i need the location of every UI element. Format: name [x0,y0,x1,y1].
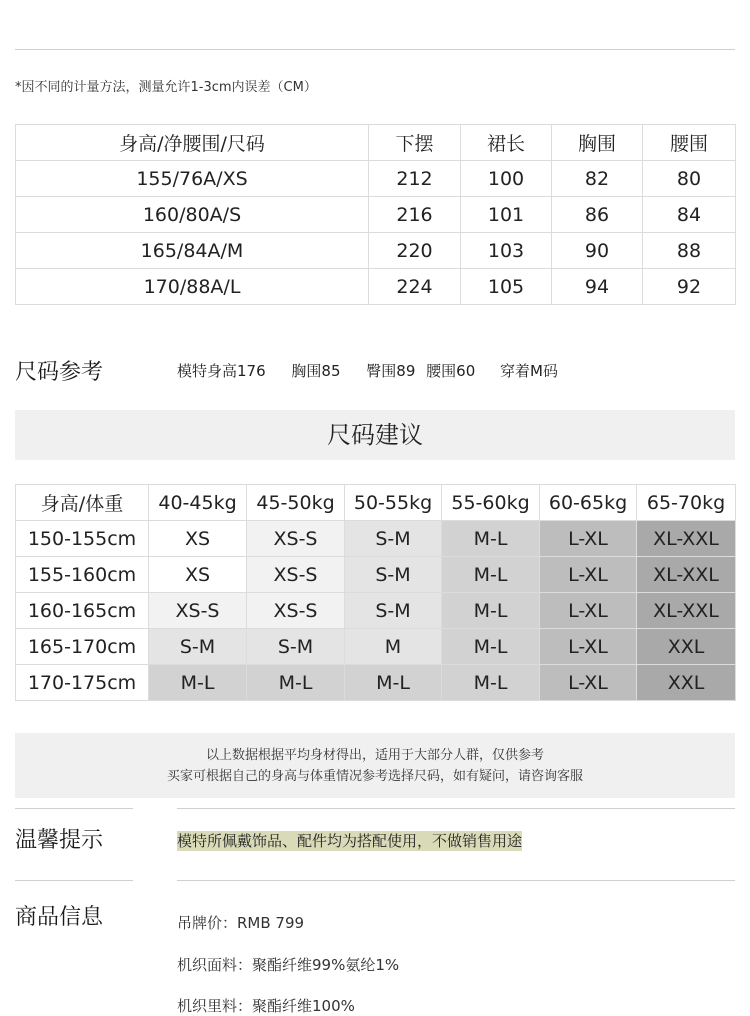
advice-table-row [16,665,736,701]
advice-note-line1: 以上数据根据平均身材得出，适用于大部分人群，仅供参考 [205,748,544,763]
advice-table-size-cell: M-L [442,629,540,665]
size-table-row [16,233,736,269]
size-table-header-cell: 下摆 [369,125,461,161]
advice-table-size-cell: M-L [149,665,247,701]
size-table-cell: 88 [643,233,736,269]
size-table-cell: 94 [552,269,643,305]
advice-table-size-cell: XL-XXL [637,557,736,593]
advice-table-header-cell: 65-70kg [637,485,736,521]
size-table-cell: 86 [552,197,643,233]
size-advice-banner: 尺码建议 [15,410,735,460]
advice-table-size-cell: M-L [442,521,540,557]
advice-table-header-cell: 45-50kg [247,485,345,521]
size-table-cell: 224 [369,269,461,305]
tips-text [177,830,522,851]
size-ref-items [177,360,558,381]
size-table-cell: 155/76A/XS [16,161,369,197]
advice-table-size-cell: S-M [345,521,442,557]
advice-table-size-cell: XXL [637,629,736,665]
advice-table-row [16,557,736,593]
advice-table-size-cell: L-XL [540,629,637,665]
advice-table-size-cell: M-L [247,665,345,701]
size-table-header-cell: 身高/净腰围/尺码 [16,125,369,161]
size-table-header-cell: 裙长 [461,125,552,161]
advice-table-size-cell: M-L [345,665,442,701]
size-table-cell: 90 [552,233,643,269]
advice-table-size-cell: L-XL [540,521,637,557]
top-divider [15,49,735,50]
size-table-cell: 170/88A/L [16,269,369,305]
advice-table-height-cell: 165-170cm [16,629,149,665]
info-divider-right [177,880,735,881]
advice-table-size-cell: S-M [149,629,247,665]
advice-table-size-cell: L-XL [540,557,637,593]
advice-table-height-cell: 150-155cm [16,521,149,557]
advice-table-size-cell: XS-S [247,593,345,629]
size-table-cell: 105 [461,269,552,305]
product-info-price: 吊牌价：RMB 799 [177,914,305,932]
advice-table-size-cell: XS-S [247,521,345,557]
advice-table-header-cell: 50-55kg [345,485,442,521]
advice-table-size-cell: M-L [442,593,540,629]
tips-text-highlight: 模特所佩戴饰品、配件均为搭配使用，不做销售用途 [177,832,523,850]
advice-table-size-cell: L-XL [540,593,637,629]
advice-table-size-cell: M-L [442,665,540,701]
size-ref-title: 尺码参考 [15,360,104,385]
advice-table-size-cell: S-M [345,557,442,593]
size-table-cell: 92 [643,269,736,305]
size-table-cell: 212 [369,161,461,197]
product-info-title: 商品信息 [15,905,104,930]
size-table-row [16,161,736,197]
tips-title: 温馨提示 [15,828,104,853]
size-table-header-cell: 胸围 [552,125,643,161]
advice-table-size-cell: M [345,629,442,665]
size-table-cell: 100 [461,161,552,197]
advice-table-row [16,521,736,557]
size-table-row [16,269,736,305]
size-table-header-cell: 腰围 [643,125,736,161]
advice-table-row [16,629,736,665]
measurement-note: *因不同的计量方法，测量允许1-3cm内误差（CM） [15,80,317,95]
advice-table-header-cell: 身高/体重 [16,485,149,521]
advice-note-line2: 买家可根据自己的身高与体重情况参考选择尺码，如有疑问，请咨询客服 [166,769,583,784]
advice-table-size-cell: M-L [442,557,540,593]
advice-note-box [15,733,735,798]
advice-table-size-cell: XS [149,557,247,593]
size-table-cell: 103 [461,233,552,269]
advice-table-size-cell: XL-XXL [637,593,736,629]
advice-table-row [16,593,736,629]
tips-divider-right [177,808,735,809]
size-ref-height: 模特身高176 [177,362,266,380]
advice-table-header-cell: 60-65kg [540,485,637,521]
advice-table-header-row [16,485,736,521]
advice-table-size-cell: XS [149,521,247,557]
size-table-body [16,125,736,305]
size-table-cell: 216 [369,197,461,233]
advice-table-height-cell: 155-160cm [16,557,149,593]
size-ref-hip: 臀围89 [366,362,416,380]
size-advice-table [15,484,736,701]
advice-table-header-cell: 40-45kg [149,485,247,521]
advice-table-size-cell: S-M [247,629,345,665]
advice-table-size-cell: L-XL [540,665,637,701]
tips-divider-left [15,808,133,809]
size-table-cell: 84 [643,197,736,233]
size-ref-waist: 腰围60 [426,362,476,380]
size-table-row [16,197,736,233]
size-ref-wearing: 穿着M码 [500,362,558,380]
size-table-header-row [16,125,736,161]
advice-table-size-cell: S-M [345,593,442,629]
size-advice-table-body [16,485,736,701]
size-table-cell: 80 [643,161,736,197]
advice-table-height-cell: 170-175cm [16,665,149,701]
size-table-cell: 82 [552,161,643,197]
product-info-fabric: 机织面料：聚酯纤维99%氨纶1% [177,956,400,974]
size-table [15,124,736,305]
size-ref-bust: 胸围85 [291,362,341,380]
advice-table-size-cell: XS-S [149,593,247,629]
advice-table-size-cell: XXL [637,665,736,701]
advice-table-size-cell: XS-S [247,557,345,593]
advice-table-height-cell: 160-165cm [16,593,149,629]
product-info-lining: 机织里料：聚酯纤维100% [177,997,355,1015]
advice-table-size-cell: XL-XXL [637,521,736,557]
size-table-cell: 165/84A/M [16,233,369,269]
info-divider-left [15,880,133,881]
advice-table-header-cell: 55-60kg [442,485,540,521]
size-table-cell: 220 [369,233,461,269]
size-table-cell: 101 [461,197,552,233]
size-table-cell: 160/80A/S [16,197,369,233]
